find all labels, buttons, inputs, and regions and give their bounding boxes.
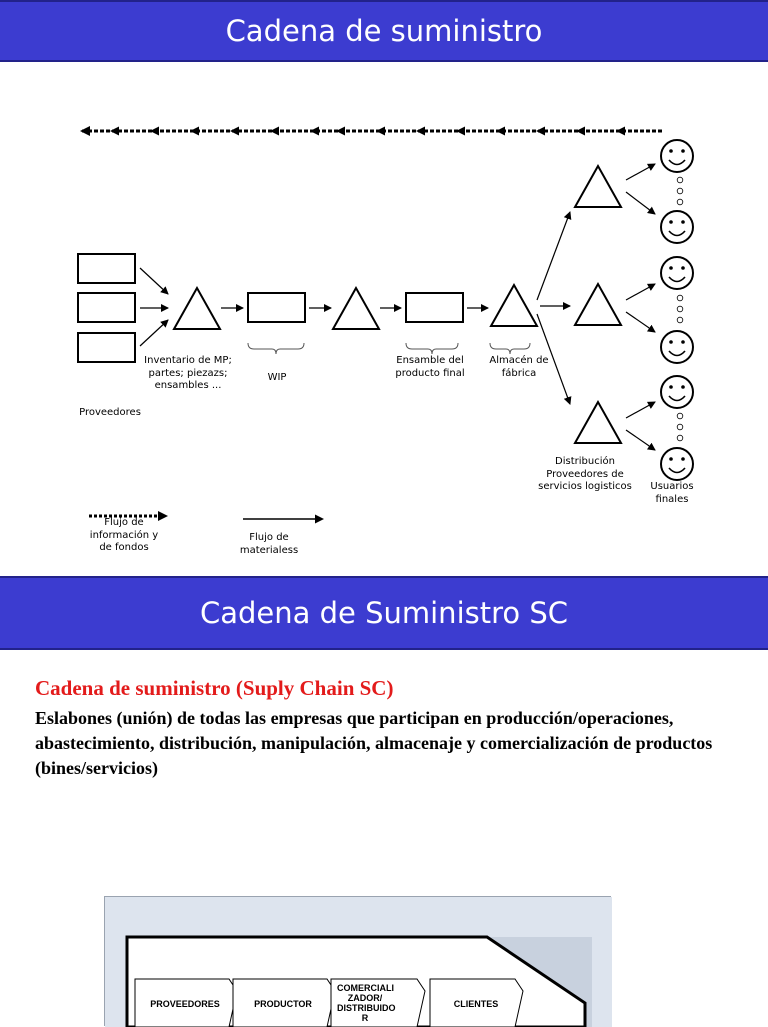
ellipsis-dots <box>677 177 683 441</box>
inventory-triangle <box>174 288 220 329</box>
user-smiley-icon <box>661 257 693 289</box>
definition-text: Eslabones (unión) de todas las empresas que participan en producción/operaciones, abastecimiento, distribución, manipulación, almacenaje y comercialización de productos (bines/servicios) <box>35 708 713 778</box>
label-wip: WIP <box>267 372 287 383</box>
supplier-box-3 <box>78 333 135 362</box>
slide2-title-banner <box>0 576 768 650</box>
slide1-title: Cadena de suministro <box>225 14 543 48</box>
user-smiley-icon <box>661 140 693 172</box>
user-smiley-icon <box>661 448 693 480</box>
slide1-title-banner <box>0 0 768 62</box>
label-distribucion: Distribución Proveedores de servicios logisticos <box>538 456 632 492</box>
user-smiley-icon <box>661 211 693 243</box>
definition-heading: Cadena de suministro (Suply Chain SC) <box>35 676 394 700</box>
user-smiley-icon <box>661 331 693 363</box>
assembly-box <box>406 293 463 322</box>
supply-chain-diagram <box>0 62 768 576</box>
distribution-triangle-1 <box>575 166 621 207</box>
supply-chain-chevron-figure <box>104 896 611 1026</box>
label-flujo-materiales: Flujo de materialess <box>239 532 299 556</box>
chevron-productor: PRODUCTOR <box>254 999 312 1009</box>
distribution-triangle-3 <box>575 402 621 443</box>
label-ensamble: Ensamble del producto final <box>395 355 465 379</box>
legend-material-flow <box>243 515 324 524</box>
slide2-title: Cadena de Suministro SC <box>199 596 569 630</box>
chevron-proveedores: PROVEEDORES <box>150 999 220 1009</box>
factory-warehouse-triangle <box>491 285 537 326</box>
label-proveedores: Proveedores <box>79 407 141 418</box>
wip-box <box>248 293 305 322</box>
chevron-clientes: CLIENTES <box>453 999 499 1009</box>
chevron-comercializador: COMERCIALI ZADOR/ DISTRIBUIDO R <box>337 983 396 1023</box>
info-flow-line <box>80 126 662 136</box>
supplier-box-2 <box>78 293 135 322</box>
supplier-box-1 <box>78 254 135 283</box>
label-almacen: Almacén de fábrica <box>489 355 549 379</box>
distribution-triangle-2 <box>575 284 621 325</box>
user-smiley-icon <box>661 376 693 408</box>
label-inventario: Inventario de MP; partes; piezazs; ensambles ... <box>144 355 232 391</box>
wip-triangle <box>333 288 379 329</box>
label-usuarios: Usuarios finales <box>650 481 694 505</box>
label-flujo-info: Flujo de información y de fondos <box>89 517 159 553</box>
supply-chain-definition-slide <box>0 650 768 1024</box>
